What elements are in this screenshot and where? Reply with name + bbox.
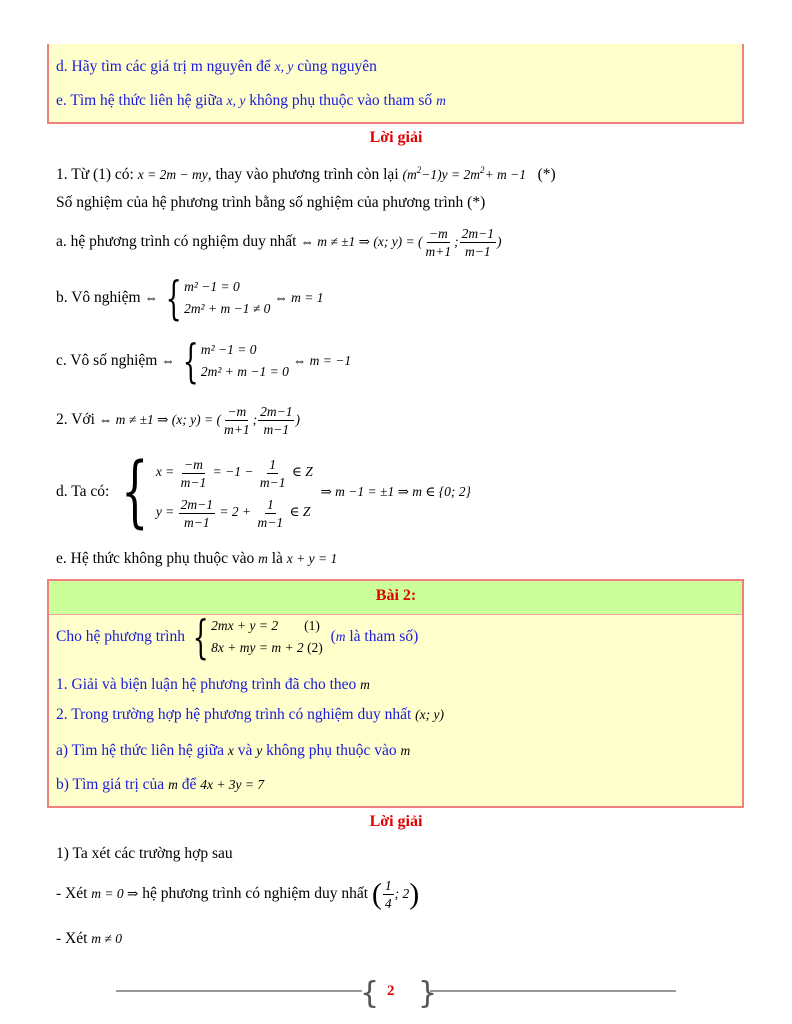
q2-text: 2. Trong trường hợp hệ phương trình có nghiệm duy nhất	[56, 706, 412, 723]
eq2-tag: (2)	[307, 640, 323, 656]
line1-star: (*)	[537, 166, 556, 183]
system-d-row1-c: ∈ Z	[291, 464, 313, 480]
line3-math: m ≠ 0	[91, 931, 122, 946]
frac-d4-den: m−1	[257, 514, 284, 530]
line-d-text: d. Ta có:	[56, 483, 110, 500]
line2-after: ; 2	[394, 886, 410, 901]
eq1-tag: (1)	[304, 618, 320, 634]
problem2-q2	[56, 705, 444, 725]
line3-text: - Xét	[56, 930, 88, 947]
solution2-line1: 1) Ta xét các trường hợp sau	[56, 845, 233, 862]
param-note-b: là tham số)	[349, 628, 419, 645]
eq2: 8x + my = m + 2	[211, 640, 304, 656]
line1-math2-b: −1)y = 2m	[421, 167, 480, 182]
solution1-line-b: b. Vô nghiệm ⇔ { m² −1 = 0 2m² + m −1 ≠ 0 ⇔ m = 1	[56, 271, 324, 326]
frac-2b-den: m−1	[263, 421, 290, 437]
solution2-line2: - Xét m = 0 ⇒ hệ phương trình có nghiệm duy nhất ( $\frac{1}{4}$ ; 2)	[56, 877, 420, 911]
solution1-line-a: a. hệ phương trình có nghiệm duy nhất ⇔ m ≠ ±1 ⇒ (x; y) = ( $\frac{-m}{m+1}$ ; $\frac{2m-1}{m-1}$ )	[56, 225, 502, 259]
frac-s2-den: 4	[384, 895, 392, 911]
frac-a1-den: m+1	[425, 243, 452, 259]
system-c-row1: m² −1 = 0	[200, 342, 257, 358]
solution1-line-c: c. Vô số nghiệm ⇔ { m² −1 = 0 2m² + m −1 = 0 ⇔ m = −1	[56, 334, 352, 389]
line-a-math: ⇔ m ≠ ±1 ⇒ (x; y) = (	[300, 234, 423, 249]
param-note-a: (	[330, 628, 336, 645]
problem2-qa	[56, 741, 410, 761]
system-c-row2: 2m² + m −1 = 0	[200, 364, 289, 380]
line-a-text: a. hệ phương trình có nghiệm duy nhất	[56, 233, 297, 250]
item-d-text: d. Hãy tìm các giá trị m nguyên để	[56, 58, 271, 75]
line1-math: x = 2m − my	[137, 167, 208, 182]
item-e-var: m	[436, 93, 446, 108]
line-e-var: m	[258, 551, 268, 566]
solution2-heading: Lời giải	[369, 813, 423, 830]
problem2-intro-text: Cho hệ phương trình	[56, 628, 185, 645]
q1-text: 1. Giải và biện luận hệ phương trình đã cho theo	[56, 676, 357, 693]
solution1-line-d	[56, 447, 471, 538]
footer-line-right	[430, 990, 676, 992]
line1-text-b: , thay vào phương trình còn lại	[207, 166, 399, 183]
problem2-q1	[56, 675, 370, 695]
item-e-text: e. Tìm hệ thức liên hệ giữa	[56, 92, 223, 109]
qa-va: và	[237, 742, 253, 759]
frac-d2-den: m−1	[259, 474, 286, 490]
line1-math2-c: + m −1	[484, 167, 526, 182]
problem2-heading: Bài 2:	[375, 587, 417, 604]
q1-var: m	[360, 677, 370, 692]
brace-icon: {	[121, 447, 149, 538]
frac-d3-den: m−1	[184, 514, 210, 530]
line-e-text: e. Hệ thức không phụ thuộc vào	[56, 550, 255, 567]
frac-d1-den: m−1	[180, 474, 207, 490]
frac-d1	[179, 456, 209, 491]
line-d-result: ⇒ m −1 = ±1 ⇒ m ∈ {0; 2}	[320, 484, 471, 499]
system-d-row2-a: y =	[155, 504, 175, 520]
frac-a1	[424, 225, 454, 260]
qb-de: để	[181, 776, 197, 793]
frac-2b	[258, 403, 294, 438]
solution2-line3	[56, 929, 122, 949]
system-b-row2: 2m² + m −1 ≠ 0	[184, 301, 271, 317]
line-2-text: 2. Với	[56, 411, 95, 428]
system-d-row1-a: x =	[155, 464, 175, 480]
q2-math: (x; y)	[415, 707, 444, 722]
system-b	[162, 271, 271, 326]
qa-mid: không phụ thuộc vào	[266, 742, 397, 759]
frac-d3	[179, 496, 215, 531]
solution1-heading: Lời giải	[369, 129, 423, 146]
param-note-var: m	[335, 629, 346, 644]
brace-icon: {	[192, 610, 209, 665]
frac-d3-num: 2m−1	[180, 496, 214, 512]
frac-d1-num: −m	[184, 456, 203, 472]
system-b-row1: m² −1 = 0	[184, 279, 240, 295]
system-d-row1-b: = −1 −	[212, 464, 254, 480]
footer-bracket-left-icon: {	[360, 976, 380, 1011]
frac-a2	[460, 225, 496, 260]
system-c	[179, 334, 289, 389]
frac-a2-num: 2m−1	[461, 225, 495, 241]
solution1-line-2: 2. Với ⇔ m ≠ ±1 ⇒ (x; y) = ( $\frac{-m}{m+1}$ ; $\frac{2m-1}{m-1}$ )	[56, 403, 300, 437]
line2-mid: hệ phương trình có nghiệm duy nhất	[142, 885, 369, 902]
line2-text: - Xét	[56, 885, 88, 902]
frac-d4-num: 1	[266, 496, 274, 512]
line-b-text: b. Vô nghiệm	[56, 289, 141, 306]
line1-text: 1. Từ (1) có:	[56, 166, 134, 183]
frac-2b-num: 2m−1	[260, 403, 293, 419]
frac-s2-num: 1	[384, 877, 392, 893]
system-d-row2-c: ∈ Z	[289, 504, 311, 520]
qb-m: m	[168, 777, 178, 792]
line-e-la: là	[271, 550, 283, 567]
line-2-math: ⇔ m ≠ ±1 ⇒ (x; y) = (	[98, 412, 222, 427]
line-e-math: x + y = 1	[286, 551, 338, 566]
frac-d2	[258, 456, 288, 491]
problem2-system	[189, 610, 323, 665]
problem1-item-d	[56, 57, 377, 77]
frac-a1-num: −m	[428, 225, 448, 241]
frac-d2-num: 1	[269, 456, 277, 472]
line2-math: m = 0 ⇒	[91, 886, 139, 901]
item-e-mid: không phụ thuộc vào tham số	[249, 92, 433, 109]
frac-2a-den: m+1	[224, 421, 250, 437]
line-c-text: c. Vô số nghiệm	[56, 352, 158, 369]
problem2-qb	[56, 775, 264, 795]
solution1-line2: Số nghiệm của hệ phương trình bằng số nghiệm của phương trình (*)	[56, 194, 486, 211]
problem1-item-e	[56, 91, 446, 111]
line1-math2: $(m^2-1)y = 2m^2+ m -1$	[402, 165, 526, 182]
item-d-math: x, y	[274, 59, 294, 74]
qb-text: b) Tìm giá trị của	[56, 776, 165, 793]
line-b-result: ⇔ m = 1	[274, 290, 324, 305]
item-e-math: x, y	[226, 93, 246, 108]
system-d	[113, 447, 313, 538]
system-d-row2-b: = 2 +	[219, 504, 252, 520]
qa-text: a) Tìm hệ thức liên hệ giữa	[56, 742, 225, 759]
footer-line-left	[116, 990, 362, 992]
solution1-line1	[56, 160, 556, 185]
qb-math: 4x + 3y = 7	[200, 777, 265, 792]
frac-2a-num: −m	[227, 403, 247, 419]
line1-math2-a: (m	[402, 167, 417, 182]
frac-d4	[256, 496, 286, 531]
system-d-row2	[156, 492, 313, 532]
frac-2a	[222, 403, 252, 438]
brace-icon: {	[182, 334, 199, 389]
qa-y: y	[256, 743, 263, 758]
page-number: 2	[387, 983, 395, 999]
system-d-row1	[156, 452, 313, 492]
problem2-eq2	[211, 637, 323, 659]
frac-a2-den: m−1	[465, 243, 491, 259]
problem2-eq1	[211, 615, 323, 637]
item-d-end: cùng nguyên	[297, 58, 377, 75]
line-c-result: ⇔ m = −1	[292, 353, 352, 368]
footer-bracket-right-icon: }	[418, 976, 438, 1011]
problem2-intro	[56, 610, 419, 665]
brace-icon: {	[165, 271, 182, 326]
qa-x: x	[227, 743, 234, 758]
frac-s2	[383, 877, 394, 912]
solution1-line-e	[56, 549, 337, 569]
qa-m: m	[400, 743, 411, 758]
eq1: 2mx + y = 2	[211, 618, 279, 634]
problem1-box	[47, 44, 744, 124]
